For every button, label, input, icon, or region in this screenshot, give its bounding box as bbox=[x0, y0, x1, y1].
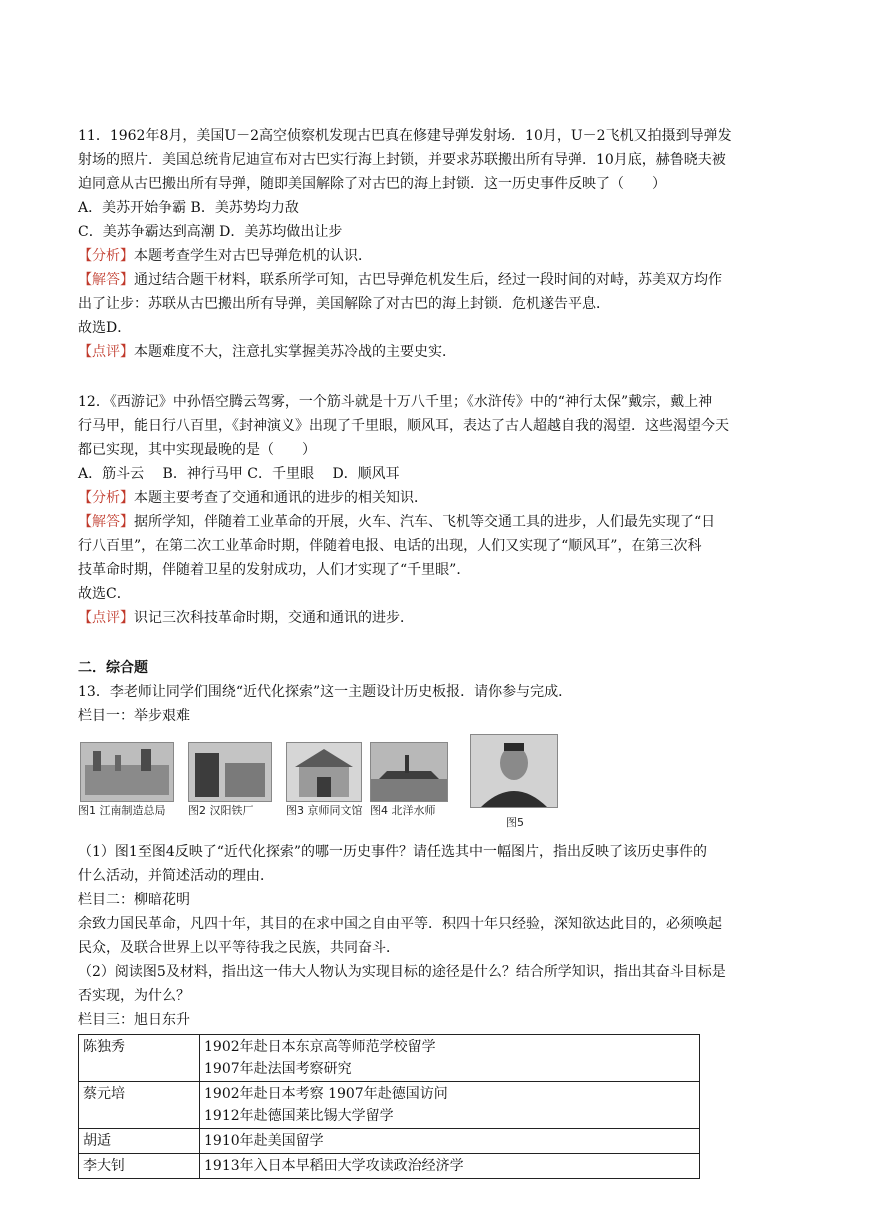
figure-4-caption: 图4 北洋水师 bbox=[370, 804, 436, 817]
figure-4-image bbox=[370, 742, 448, 802]
analysis-text: 本题考查学生对古巴导弹危机的认识． bbox=[134, 248, 372, 264]
question-12 bbox=[78, 390, 798, 630]
comment-tag: 【点评】 bbox=[78, 344, 134, 360]
question-text: 11．1962年8月，美国U－2高空侦察机发现古巴真在修建导弹发射场．10月，U－2飞机又拍摄到导弹发 bbox=[78, 128, 732, 144]
person-entries bbox=[200, 1082, 700, 1129]
quote-text: 民众，及联合世界上以平等待我之民族，共同奋斗． bbox=[78, 940, 400, 956]
sub-question-2: （2）阅读图5及材料，指出这一伟大人物认为实现目标的途径是什么？结合所学知识，指出其奋斗目标是 bbox=[78, 964, 726, 980]
table-row bbox=[79, 1035, 700, 1082]
answer-line bbox=[78, 510, 798, 534]
section-title: 二．综合题 bbox=[78, 660, 148, 676]
answer-tag: 【解答】 bbox=[78, 514, 134, 530]
entry-text: 1913年入日本早稻田大学攻读政治经济学 bbox=[204, 1158, 464, 1174]
sub-question-1: 什么活动，并简述活动的理由． bbox=[78, 868, 274, 884]
entry-text: 1910年赴美国留学 bbox=[204, 1133, 324, 1149]
comment-text: 识记三次科技革命时期，交通和通讯的进步． bbox=[134, 610, 414, 626]
question-text: 迫同意从古巴搬出所有导弹，随即美国解除了对古巴的海上封锁．这一历史事件反映了（ ） bbox=[78, 176, 666, 192]
analysis-line bbox=[78, 486, 798, 510]
question-13-intro: 13．李老师让同学们围绕“近代化探索”这一主题设计历史板报．请你参与完成． bbox=[78, 684, 573, 700]
option-line: A．美苏开始争霸 B．美苏势均力敌 bbox=[78, 200, 299, 216]
question-text: 都已实现，其中实现最晚的是（ ） bbox=[78, 442, 316, 458]
person-name: 陈独秀 bbox=[79, 1035, 200, 1082]
answer-line: 出了让步：苏联从古巴搬出所有导弹，美国解除了对古巴的海上封锁．危机遂告平息． bbox=[78, 296, 610, 312]
analysis-tag: 【分析】 bbox=[78, 248, 134, 264]
choice-line: 故选D． bbox=[78, 320, 132, 336]
answer-text: 据所学知，伴随着工业革命的开展，火车、汽车、飞机等交通工具的进步，人们最先实现了“日 bbox=[134, 514, 716, 530]
figure-5-portrait bbox=[470, 734, 558, 808]
answer-tag: 【解答】 bbox=[78, 272, 134, 288]
entry-text: 1907年赴法国考察研究 bbox=[204, 1061, 352, 1077]
figure-1-image bbox=[80, 742, 174, 802]
entry-text: 1902年赴日本考察 1907年赴德国访问 bbox=[204, 1086, 448, 1102]
comment-line bbox=[78, 606, 798, 630]
entry-text: 1912年赴德国莱比锡大学留学 bbox=[204, 1108, 394, 1124]
figure-3-caption: 图3 京师同文馆 bbox=[286, 804, 363, 817]
answer-line: 行八百里”，在第二次工业革命时期，伴随着电报、电话的出现，人们又实现了“顺风耳”，在第三次科 bbox=[78, 538, 702, 554]
comment-line bbox=[78, 340, 798, 364]
choice-line: 故选C． bbox=[78, 586, 131, 602]
table-row bbox=[79, 1154, 700, 1179]
figure-3-image bbox=[286, 742, 362, 802]
column-one-title: 栏目一：举步艰难 bbox=[78, 708, 190, 724]
option-line: A．筋斗云 B．神行马甲 C．千里眼 D．顺风耳 bbox=[78, 466, 400, 482]
table-row bbox=[79, 1129, 700, 1154]
figure-1-caption: 图1 江南制造总局 bbox=[78, 804, 166, 817]
option-line: C．美苏争霸达到高潮 D．美苏均做出让步 bbox=[78, 224, 343, 240]
column-two-title: 栏目二：柳暗花明 bbox=[78, 892, 190, 908]
question-11 bbox=[78, 124, 798, 364]
figure-5-caption: 图5 bbox=[506, 816, 524, 829]
figure-2-caption: 图2 汉阳铁厂 bbox=[188, 804, 254, 817]
analysis-line bbox=[78, 244, 798, 268]
sub-question-1: （1）图1至图4反映了“近代化探索”的哪一历史事件？请任选其中一幅图片，指出反映了该历史事件的 bbox=[78, 844, 708, 860]
person-entries bbox=[200, 1035, 700, 1082]
question-text: 12．《西游记》中孙悟空腾云驾雾，一个筋斗就是十万八千里；《水浒传》中的“神行太保”戴宗，戴上神 bbox=[78, 394, 713, 410]
column-three-title: 栏目三：旭日东升 bbox=[78, 1012, 190, 1028]
answer-line bbox=[78, 268, 798, 292]
person-entries bbox=[200, 1154, 700, 1179]
comment-tag: 【点评】 bbox=[78, 610, 134, 626]
question-text: 行马甲，能日行八百里，《封神演义》出现了千里眼，顺风耳，表达了古人超越自我的渴望．这些渴望今天 bbox=[78, 418, 729, 434]
document-page bbox=[78, 124, 798, 1179]
person-name: 胡适 bbox=[79, 1129, 200, 1154]
analysis-text: 本题主要考查了交通和通讯的进步的相关知识． bbox=[134, 490, 428, 506]
entry-text: 1902年赴日本东京高等师范学校留学 bbox=[204, 1039, 436, 1055]
figure-strip bbox=[78, 734, 798, 834]
question-text: 射场的照片．美国总统肯尼迪宣布对古巴实行海上封锁，并要求苏联搬出所有导弹．10月底，赫鲁晓夫被 bbox=[78, 152, 726, 168]
person-name: 蔡元培 bbox=[79, 1082, 200, 1129]
answer-line: 技革命时期，伴随着卫星的发射成功，人们才实现了“千里眼”． bbox=[78, 562, 471, 578]
person-name: 李大钊 bbox=[79, 1154, 200, 1179]
analysis-tag: 【分析】 bbox=[78, 490, 134, 506]
answer-text: 通过结合题干材料，联系所学可知，古巴导弹危机发生后，经过一段时间的对峙，苏美双方均作 bbox=[134, 272, 722, 288]
figure-2-image bbox=[188, 742, 272, 802]
table-row bbox=[79, 1082, 700, 1129]
study-abroad-table bbox=[78, 1034, 700, 1179]
person-entries bbox=[200, 1129, 700, 1154]
comment-text: 本题难度不大，注意扎实掌握美苏冷战的主要史实． bbox=[134, 344, 456, 360]
sub-question-2: 否实现，为什么？ bbox=[78, 988, 190, 1004]
quote-text: 余致力国民革命，凡四十年，其目的在求中国之自由平等．积四十年只经验，深知欲达此目的，必须唤起 bbox=[78, 916, 722, 932]
